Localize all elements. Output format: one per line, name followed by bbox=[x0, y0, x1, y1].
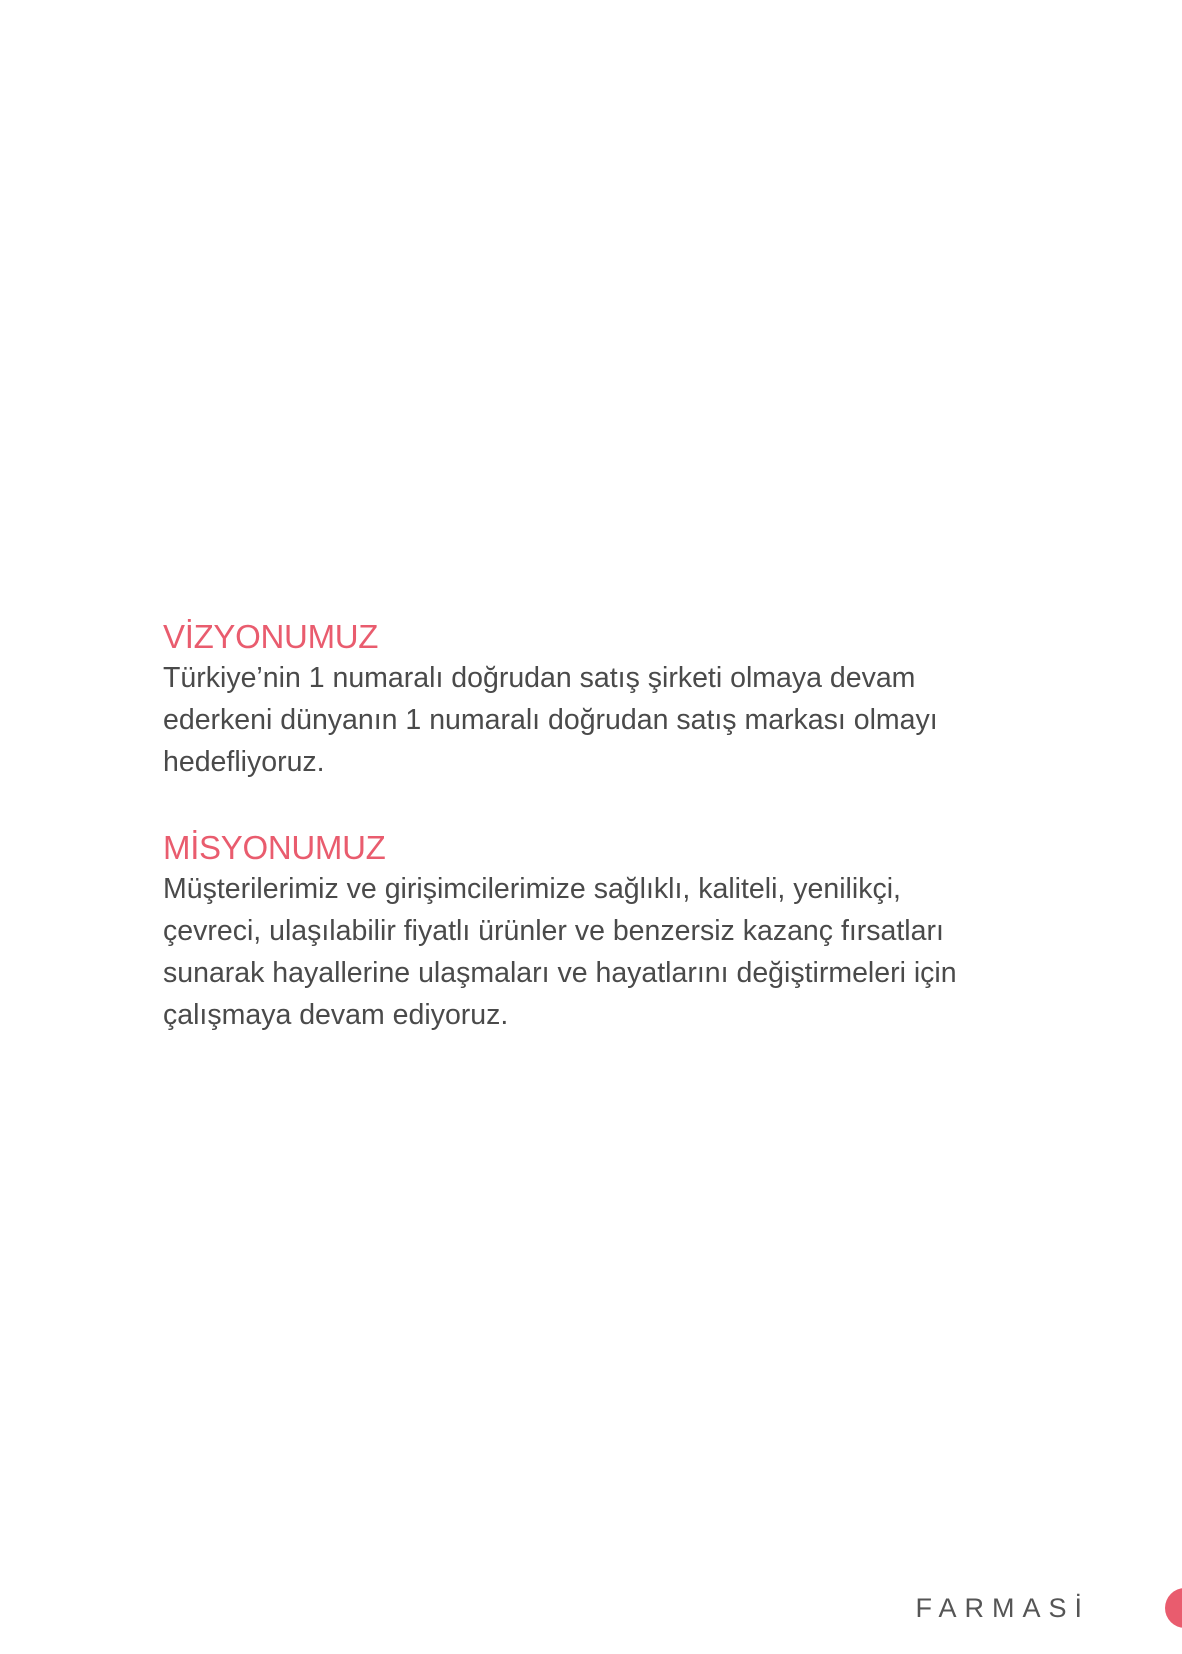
brand-dot-icon bbox=[1165, 1588, 1182, 1628]
vision-section bbox=[163, 617, 1023, 783]
vision-heading: VİZYONUMUZ bbox=[163, 618, 379, 655]
mission-section bbox=[163, 828, 1023, 1036]
mission-heading: MİSYONUMUZ bbox=[163, 829, 386, 866]
content-block bbox=[163, 617, 1023, 1036]
mission-text: Müşterilerimiz ve girişimcilerimize sağlıklı, kaliteli, yenilikçi, çevreci, ulaşılabilir fiyatlı ürünler ve benzersiz kazanç fırsatları sunarak hayallerine ulaşmaları ve hayatlarını değiştirmeleri için çalışmaya devam ediyoruz. bbox=[163, 873, 957, 1031]
vision-text: Türkiye’nin 1 numaralı doğrudan satış şirketi olmaya devam ederkeni dünyanın 1 numaralı doğrudan satış markası olmayı hedefliyoruz. bbox=[163, 662, 938, 778]
brand-logo-text: FARMASİ bbox=[915, 1593, 1090, 1623]
